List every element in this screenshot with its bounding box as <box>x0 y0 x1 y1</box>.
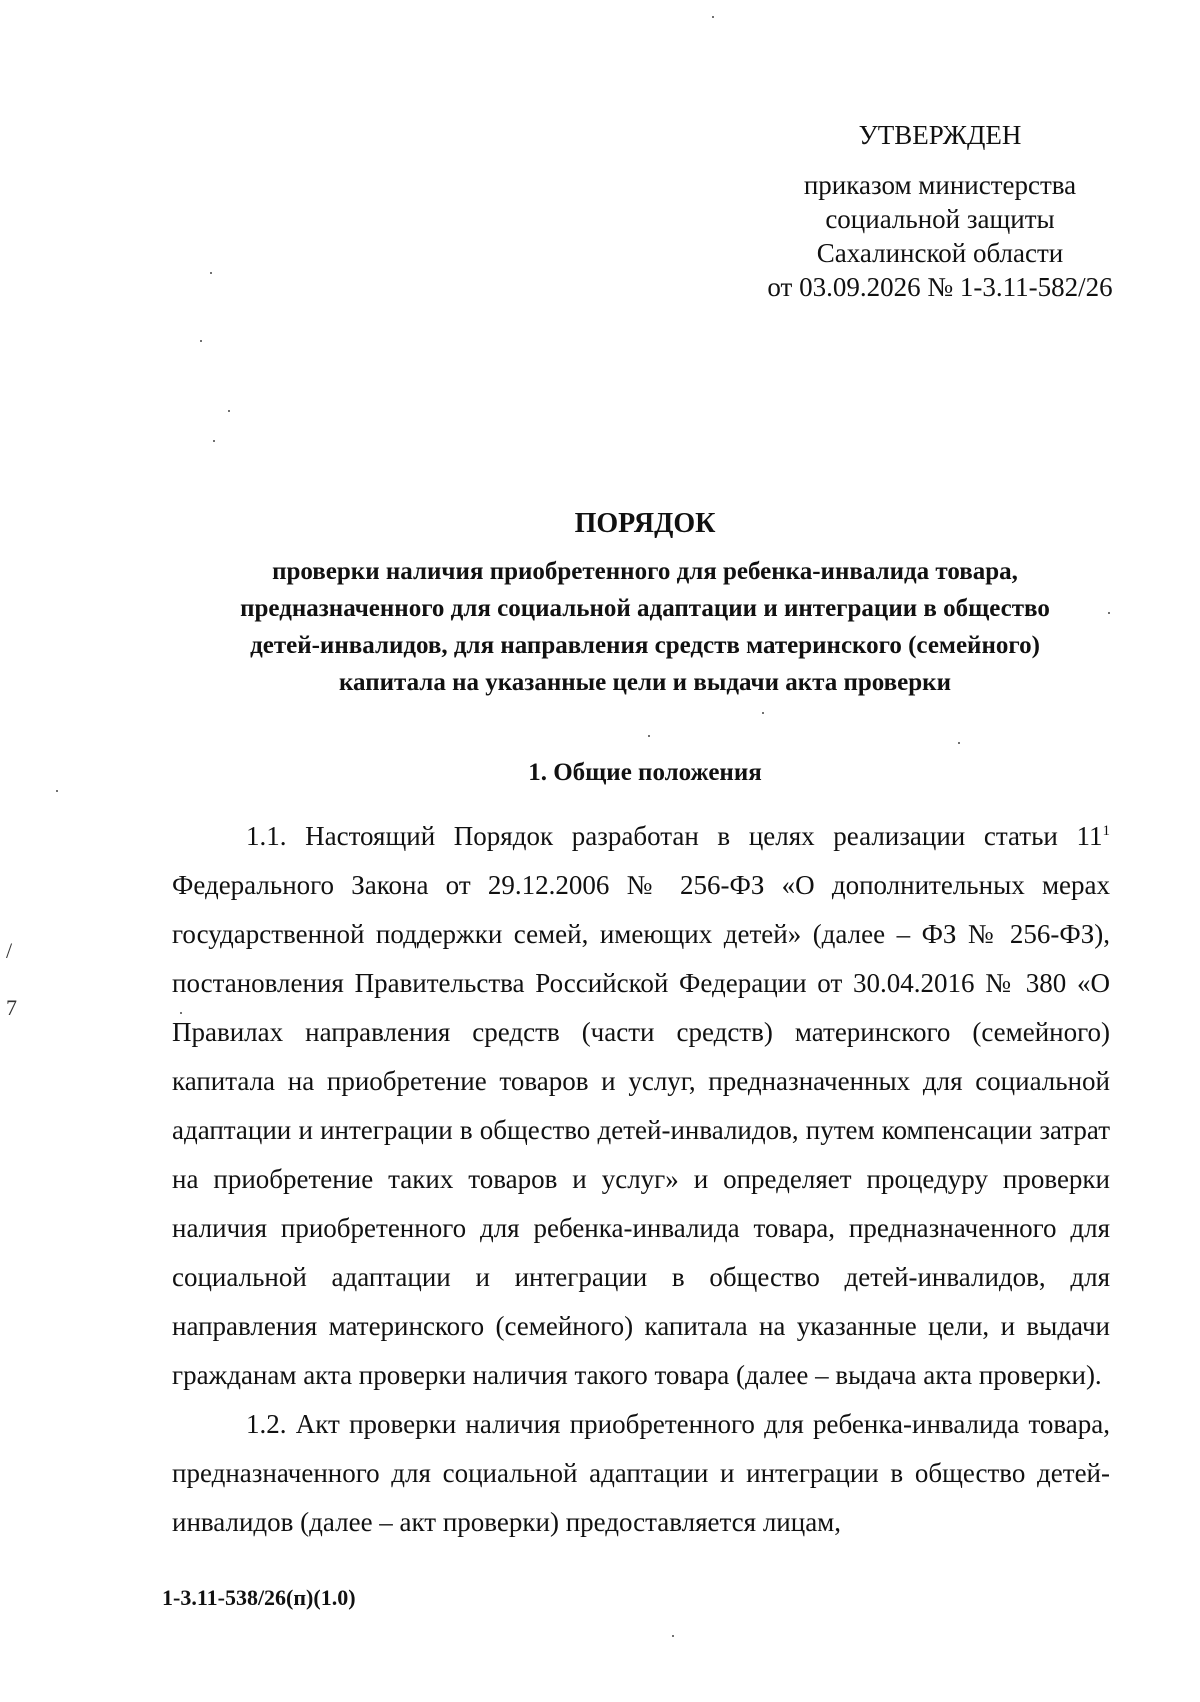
scan-speck <box>180 1012 182 1014</box>
margin-mark: / <box>6 938 13 963</box>
document-title: ПОРЯДОК <box>574 508 716 539</box>
paragraph-1-2: 1.2. Акт проверки наличия приобретенного для ребенка-инвалида товара, предназначенного для социальной адаптации и интеграции в общество детей-инвалидов (далее – акт проверки) предоставляется лицам, <box>172 1409 1110 1537</box>
scan-speck <box>228 410 230 412</box>
scan-speck <box>200 340 202 342</box>
scan-speck <box>56 790 58 792</box>
scan-speck <box>712 16 714 18</box>
scan-speck <box>1108 612 1110 614</box>
document-body <box>172 812 1110 1547</box>
approval-stamp <box>760 118 1120 304</box>
subtitle-line: капитала на указанные цели и выдачи акта проверки <box>339 669 951 696</box>
approval-line-region: Сахалинской области <box>816 238 1064 268</box>
scan-speck <box>672 1635 674 1637</box>
scan-speck <box>210 272 212 274</box>
article-superscript: 1 <box>1102 823 1110 839</box>
margin-mark: 7 <box>6 995 17 1020</box>
scan-speck <box>762 712 764 714</box>
scan-speck <box>648 735 650 737</box>
subtitle-line: предназначенного для социальной адаптации и интеграции в общество <box>240 595 1050 622</box>
paragraph-1-1 <box>172 812 1110 1400</box>
section-heading: 1. Общие положения <box>528 759 762 786</box>
paragraph-1-1-start: 1.1. Настоящий Порядок разработан в целях реализации статьи 11 <box>246 821 1103 851</box>
approval-line-ministry: социальной защиты <box>825 204 1055 234</box>
approval-line-order: приказом министерства <box>803 170 1077 200</box>
document-subtitle <box>180 553 1110 701</box>
subtitle-line: проверки наличия приобретенного для ребенка-инвалида товара, <box>272 558 1018 585</box>
document-code: 1-3.11-538/26(п)(1.0) <box>162 1585 356 1610</box>
scan-speck <box>213 440 215 442</box>
approval-title: УТВЕРЖДЕН <box>858 120 1022 150</box>
paragraph-1-1-rest: Федерального Закона от 29.12.2006 № 256-ФЗ «О дополнительных мерах государственной поддержки семей, имеющих детей» (далее – ФЗ № 256-ФЗ), постановления Правительства Российской Федерации от 30.04.2016 № 380 «О Правилах направления средств (части средств) материнского (семейного) капитала на приобретение товаров и услуг, предназначенных для социальной адаптации и интеграции в общество детей-инвалидов, путем компенсации затрат на приобретение таких товаров и услуг» и определяет процедуру проверки наличия приобретенного для ребенка-инвалида товара, предназначенного для социальной адаптации и интеграции в общество детей-инвалидов, для направления материнского (семейного) капитала на указанные цели, и выдачи гражданам акта проверки наличия такого товара (далее – выдача акта проверки). <box>172 870 1110 1390</box>
subtitle-line: детей-инвалидов, для направления средств материнского (семейного) <box>250 632 1040 659</box>
scan-speck <box>958 742 960 744</box>
approval-line-date-number: от 03.09.2026 № 1-3.11-582/26 <box>767 272 1113 302</box>
